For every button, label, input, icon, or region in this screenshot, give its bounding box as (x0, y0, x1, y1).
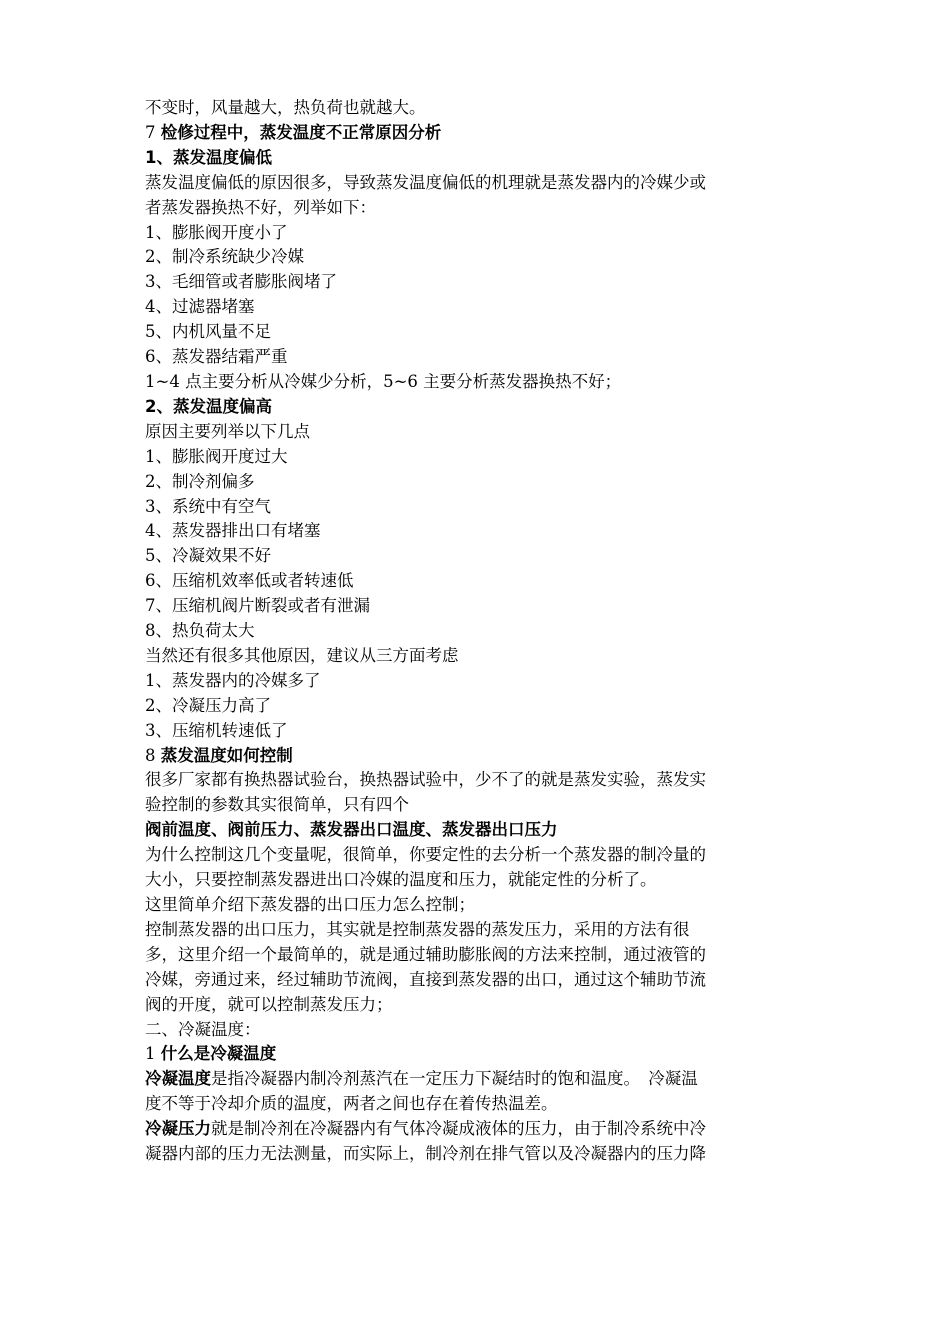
body-text: 蒸发温度偏低的原因很多，导致蒸发温度偏低的机理就是蒸发器内的冷媒少或 (145, 172, 706, 192)
bold-text: 检修过程中，蒸发温度不正常原因分析 (160, 122, 442, 142)
text-line (145, 495, 810, 520)
bold-text: 冷凝温度 (145, 1069, 211, 1089)
body-text: 2、冷凝压力高了 (145, 695, 271, 715)
text-line (145, 146, 810, 171)
document-body (145, 96, 810, 1167)
text-line (145, 594, 810, 619)
body-text: 为什么控制这几个变量呢，很简单，你要定性的去分析一个蒸发器的制冷量的 (145, 845, 706, 865)
text-line (145, 968, 810, 993)
body-text: 1、膨胀阀开度过大 (145, 446, 288, 466)
text-line (145, 295, 810, 320)
bold-text: 1、蒸发温度偏低 (145, 147, 272, 167)
text-line (145, 619, 810, 644)
text-line (145, 196, 810, 221)
text-line (145, 544, 810, 569)
text-line (145, 644, 810, 669)
text-line (145, 719, 810, 744)
body-text: 8、热负荷太大 (145, 621, 255, 641)
text-line (145, 1067, 810, 1092)
body-text: 凝器内部的压力无法测量，而实际上，制冷剂在排气管以及冷凝器内的压力降 (145, 1144, 706, 1164)
body-text: 2、制冷系统缺少冷媒 (145, 247, 304, 267)
body-text: 2、制冷剂偏多 (145, 471, 255, 491)
bold-text: 什么是冷凝温度 (160, 1044, 277, 1064)
text-line (145, 843, 810, 868)
body-text: 4、过滤器堵塞 (145, 297, 255, 317)
body-text: 7、压缩机阀片断裂或者有泄漏 (145, 596, 370, 616)
body-text: 3、毛细管或者膨胀阀堵了 (145, 272, 337, 292)
text-line (145, 395, 810, 420)
text-line (145, 1092, 810, 1117)
text-line (145, 370, 810, 395)
body-text: 控制蒸发器的出口压力，其实就是控制蒸发器的蒸发压力，采用的方法有很 (145, 919, 690, 939)
text-line (145, 893, 810, 918)
body-text: 原因主要列举以下几点 (145, 421, 310, 441)
text-line (145, 121, 810, 146)
body-text: 1、膨胀阀开度小了 (145, 222, 288, 242)
text-line (145, 569, 810, 594)
body-text: 是指冷凝器内制冷剂蒸汽在一定压力下凝结时的饱和温度。 冷凝温 (211, 1069, 698, 1089)
body-text: 4、蒸发器排出口有堵塞 (145, 521, 321, 541)
text-line (145, 1018, 810, 1043)
body-text: 6、蒸发器结霜严重 (145, 347, 288, 367)
bold-text: 2、蒸发温度偏高 (145, 396, 272, 416)
body-text: 度不等于冷却介质的温度，两者之间也存在着传热温差。 (145, 1094, 558, 1114)
body-text: 大小，只要控制蒸发器进出口冷媒的温度和压力，就能定性的分析了。 (145, 870, 657, 890)
body-text: 这里简单介绍下蒸发器的出口压力怎么控制； (145, 895, 475, 914)
body-text: 6、压缩机效率低或者转速低 (145, 571, 354, 591)
text-line (145, 868, 810, 893)
body-text: 3、压缩机转速低了 (145, 720, 288, 740)
text-line (145, 245, 810, 270)
body-text: 1 (145, 1044, 161, 1064)
body-text: 就是制冷剂在冷凝器内有气体冷凝成液体的压力，由于制冷系统中冷 (211, 1119, 706, 1139)
body-text: 1、蒸发器内的冷媒多了 (145, 670, 321, 690)
text-line (145, 519, 810, 544)
text-line (145, 320, 810, 345)
bold-text: 冷凝压力 (145, 1119, 211, 1139)
text-line (145, 793, 810, 818)
text-line (145, 345, 810, 370)
body-text: 5、冷凝效果不好 (145, 546, 271, 566)
text-line (145, 420, 810, 445)
text-line (145, 768, 810, 793)
text-line (145, 1142, 810, 1167)
bold-text: 阀前温度、阀前压力、蒸发器出口温度、蒸发器出口压力 (145, 820, 558, 840)
body-text: 阀的开度，就可以控制蒸发压力； (145, 994, 393, 1014)
body-text: 5、内机风量不足 (145, 322, 271, 342)
text-line (145, 669, 810, 694)
text-line (145, 1042, 810, 1067)
body-text: 验控制的参数其实很简单，只有四个 (145, 795, 409, 815)
text-line (145, 694, 810, 719)
text-line (145, 918, 810, 943)
text-line (145, 270, 810, 295)
body-text: 7 (145, 122, 161, 142)
body-text: 二、冷凝温度： (145, 1019, 261, 1039)
body-text: 8 (145, 745, 161, 765)
text-line (145, 171, 810, 196)
text-line (145, 96, 810, 121)
body-text: 1~4 点主要分析从冷媒少分析，5~6 主要分析蒸发器换热不好； (145, 371, 622, 391)
text-line (145, 818, 810, 843)
body-text: 很多厂家都有换热器试验台，换热器试验中，少不了的就是蒸发实验，蒸发实 (145, 770, 706, 790)
body-text: 3、系统中有空气 (145, 496, 271, 516)
body-text: 冷媒，旁通过来，经过辅助节流阀，直接到蒸发器的出口，通过这个辅助节流 (145, 969, 706, 989)
text-line (145, 993, 810, 1018)
body-text: 者蒸发器换热不好，列举如下： (145, 197, 376, 217)
bold-text: 蒸发温度如何控制 (160, 745, 293, 765)
text-line (145, 943, 810, 968)
text-line (145, 445, 810, 470)
text-line (145, 744, 810, 769)
body-text: 不变时，风量越大，热负荷也就越大。 (145, 98, 426, 117)
text-line (145, 1117, 810, 1142)
body-text: 多，这里介绍一个最简单的，就是通过辅助膨胀阀的方法来控制，通过液管的 (145, 944, 706, 964)
body-text: 当然还有很多其他原因，建议从三方面考虑 (145, 645, 459, 665)
text-line (145, 221, 810, 246)
text-line (145, 470, 810, 495)
